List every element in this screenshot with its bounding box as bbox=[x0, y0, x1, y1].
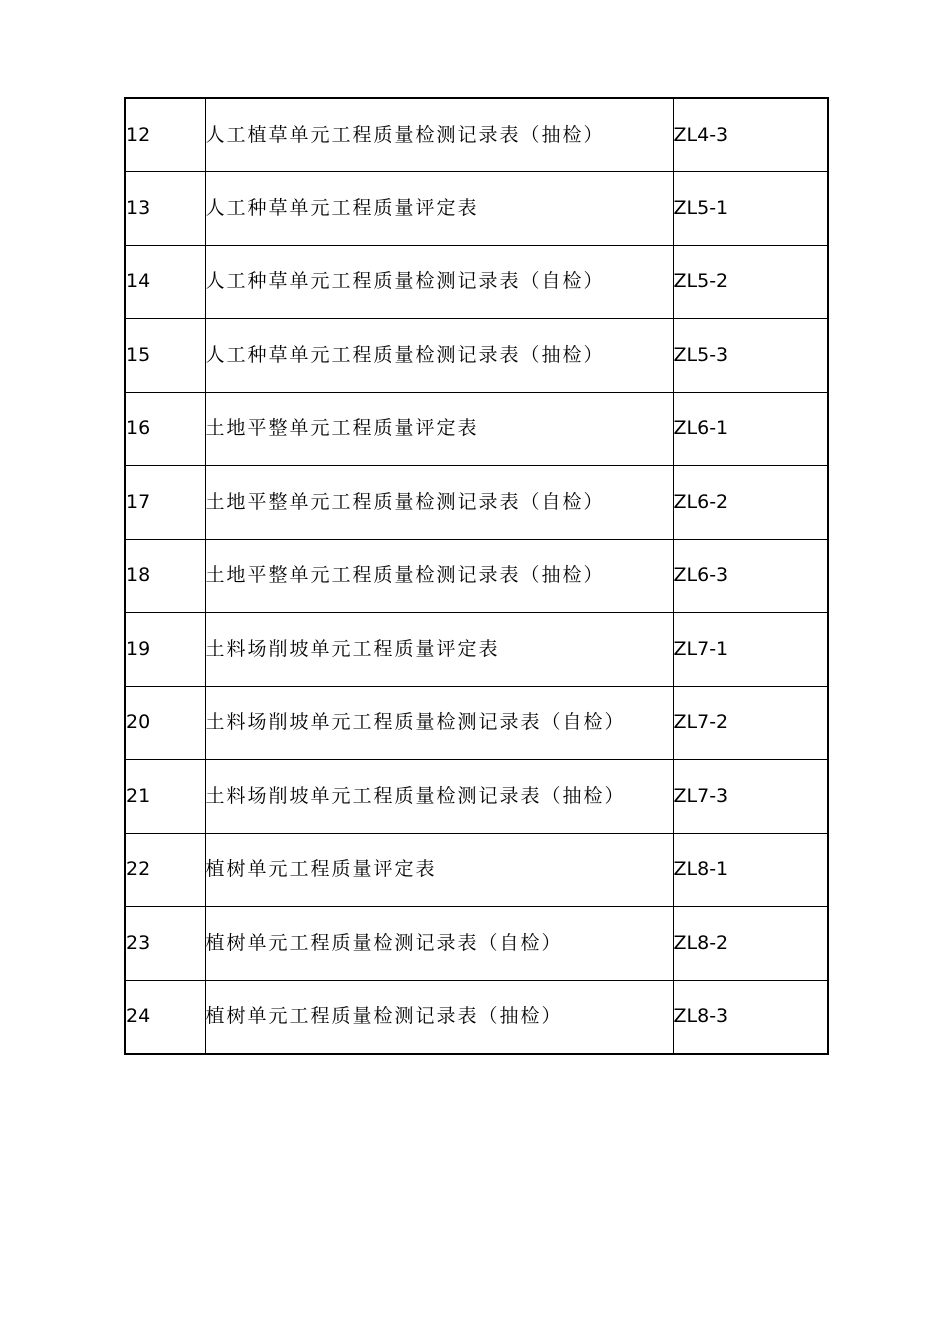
form-name: 土料场削坡单元工程质量评定表 bbox=[205, 613, 673, 687]
row-number: 20 bbox=[125, 686, 205, 760]
form-code: ZL6-3 bbox=[673, 539, 828, 613]
row-number: 12 bbox=[125, 98, 205, 172]
form-name: 土地平整单元工程质量检测记录表（自检） bbox=[205, 466, 673, 540]
row-number: 15 bbox=[125, 319, 205, 393]
form-code: ZL7-2 bbox=[673, 686, 828, 760]
form-name: 植树单元工程质量检测记录表（自检） bbox=[205, 907, 673, 981]
form-name: 土料场削坡单元工程质量检测记录表（抽检） bbox=[205, 760, 673, 834]
form-code: ZL8-3 bbox=[673, 980, 828, 1054]
row-number: 19 bbox=[125, 613, 205, 687]
form-code: ZL5-1 bbox=[673, 172, 828, 246]
table-row bbox=[125, 833, 828, 907]
form-code: ZL8-2 bbox=[673, 907, 828, 981]
form-name: 土地平整单元工程质量评定表 bbox=[205, 392, 673, 466]
table-row bbox=[125, 245, 828, 319]
table-row bbox=[125, 686, 828, 760]
form-code: ZL7-3 bbox=[673, 760, 828, 834]
table-row bbox=[125, 319, 828, 393]
table-row bbox=[125, 613, 828, 687]
row-number: 13 bbox=[125, 172, 205, 246]
form-name: 人工种草单元工程质量检测记录表（自检） bbox=[205, 245, 673, 319]
table-row bbox=[125, 760, 828, 834]
form-name: 土地平整单元工程质量检测记录表（抽检） bbox=[205, 539, 673, 613]
row-number: 22 bbox=[125, 833, 205, 907]
table-row bbox=[125, 98, 828, 172]
row-number: 16 bbox=[125, 392, 205, 466]
form-name: 人工种草单元工程质量评定表 bbox=[205, 172, 673, 246]
form-name: 人工种草单元工程质量检测记录表（抽检） bbox=[205, 319, 673, 393]
table-row bbox=[125, 539, 828, 613]
form-index-table bbox=[124, 97, 829, 1055]
form-name: 植树单元工程质量评定表 bbox=[205, 833, 673, 907]
form-code: ZL4-3 bbox=[673, 98, 828, 172]
form-code: ZL8-1 bbox=[673, 833, 828, 907]
form-code: ZL7-1 bbox=[673, 613, 828, 687]
table-row bbox=[125, 907, 828, 981]
table-row bbox=[125, 392, 828, 466]
form-code: ZL5-3 bbox=[673, 319, 828, 393]
row-number: 17 bbox=[125, 466, 205, 540]
table-row bbox=[125, 172, 828, 246]
row-number: 24 bbox=[125, 980, 205, 1054]
form-code: ZL6-1 bbox=[673, 392, 828, 466]
row-number: 23 bbox=[125, 907, 205, 981]
form-code: ZL5-2 bbox=[673, 245, 828, 319]
table-row bbox=[125, 980, 828, 1054]
row-number: 21 bbox=[125, 760, 205, 834]
form-name: 人工植草单元工程质量检测记录表（抽检） bbox=[205, 98, 673, 172]
table-row bbox=[125, 466, 828, 540]
row-number: 18 bbox=[125, 539, 205, 613]
form-name: 土料场削坡单元工程质量检测记录表（自检） bbox=[205, 686, 673, 760]
form-code: ZL6-2 bbox=[673, 466, 828, 540]
row-number: 14 bbox=[125, 245, 205, 319]
form-name: 植树单元工程质量检测记录表（抽检） bbox=[205, 980, 673, 1054]
